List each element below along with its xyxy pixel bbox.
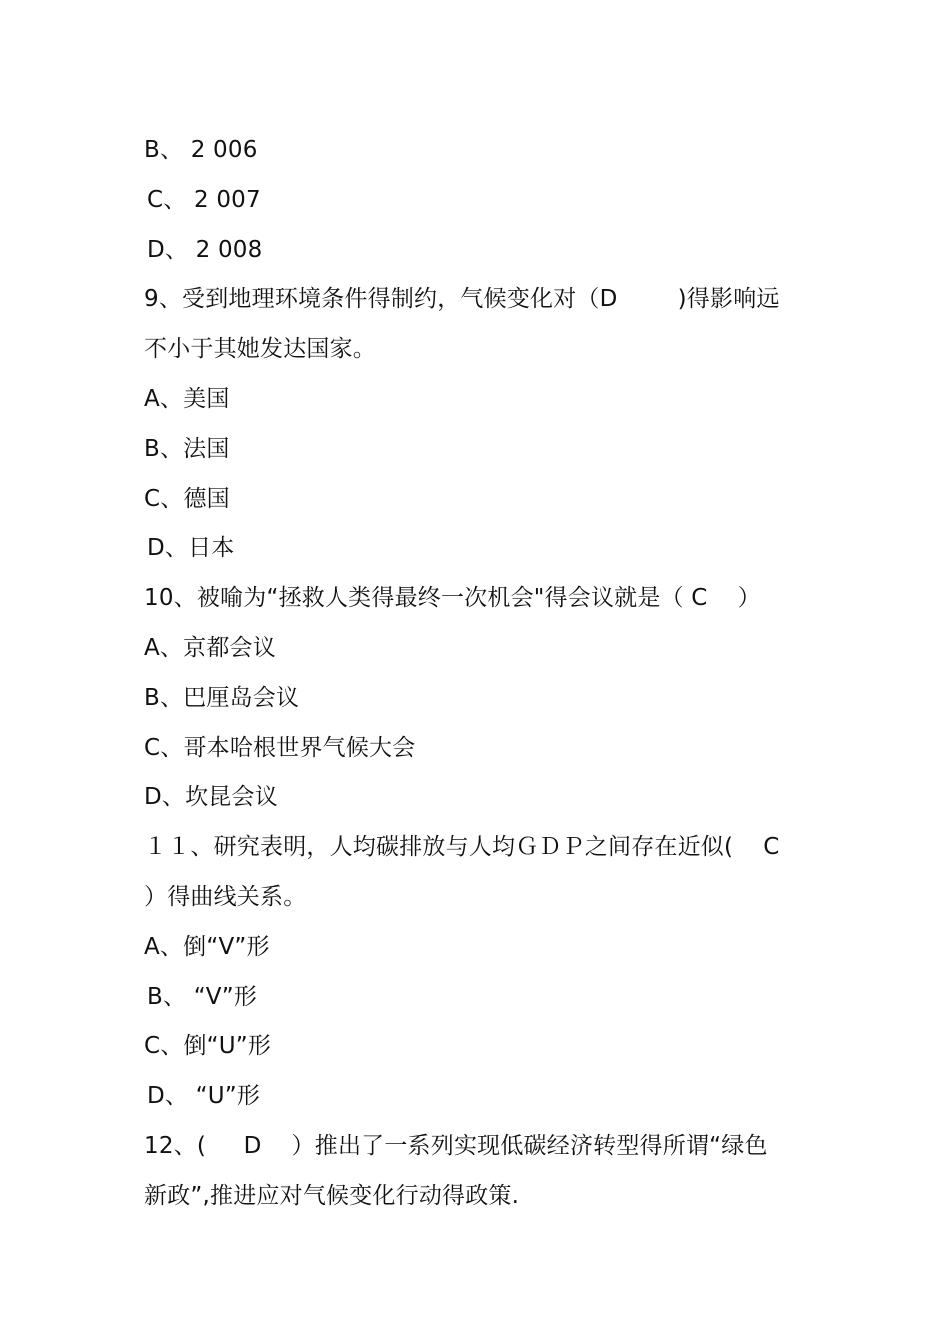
q10-option-c: C、哥本哈根世界气候大会: [144, 734, 416, 761]
q10-option-a: A、京都会议: [144, 634, 276, 661]
q10-option-b: B、巴厘岛会议: [144, 684, 300, 711]
q9-option-c: C、德国: [144, 485, 230, 512]
q10-option-d: D、坎昆会议: [144, 784, 278, 811]
option-b-2006: B、 2 006: [144, 137, 258, 163]
q11-option-c: C、倒“U”形: [144, 1033, 272, 1060]
question-11-line-1: １１、研究表明，人均碳排放与人均ＧＤＰ之间存在近似( C: [144, 834, 780, 861]
q11-option-d: D、 “U”形: [147, 1083, 261, 1110]
question-9-line-1: 9、受到地理环境条件得制约，气候变化对（D )得影响远: [144, 286, 780, 313]
option-c-2007: C、 2 007: [147, 186, 261, 213]
q11-option-a: A、倒“V”形: [144, 933, 270, 960]
question-10: 10、被喻为“拯救人类得最终一次机会"得会议就是（ C ）: [144, 585, 761, 612]
q9-option-d: D、日本: [147, 535, 235, 562]
q9-option-a: A、美国: [144, 385, 230, 412]
q9-option-b: B、法国: [144, 435, 230, 462]
document-body: [144, 126, 814, 1222]
question-12-line-1: 12、( D ）推出了一系列实现低碳经济转型得所谓“绿色: [144, 1132, 768, 1159]
question-12-line-2: 新政”,推进应对气候变化行动得政策.: [144, 1182, 520, 1209]
question-11-line-2: ）得曲线关系。: [144, 883, 307, 910]
option-d-2008: D、 2 008: [147, 236, 263, 263]
q11-option-b: B、 “V”形: [147, 983, 258, 1010]
question-9-line-2: 不小于其她发达国家。: [144, 336, 376, 363]
